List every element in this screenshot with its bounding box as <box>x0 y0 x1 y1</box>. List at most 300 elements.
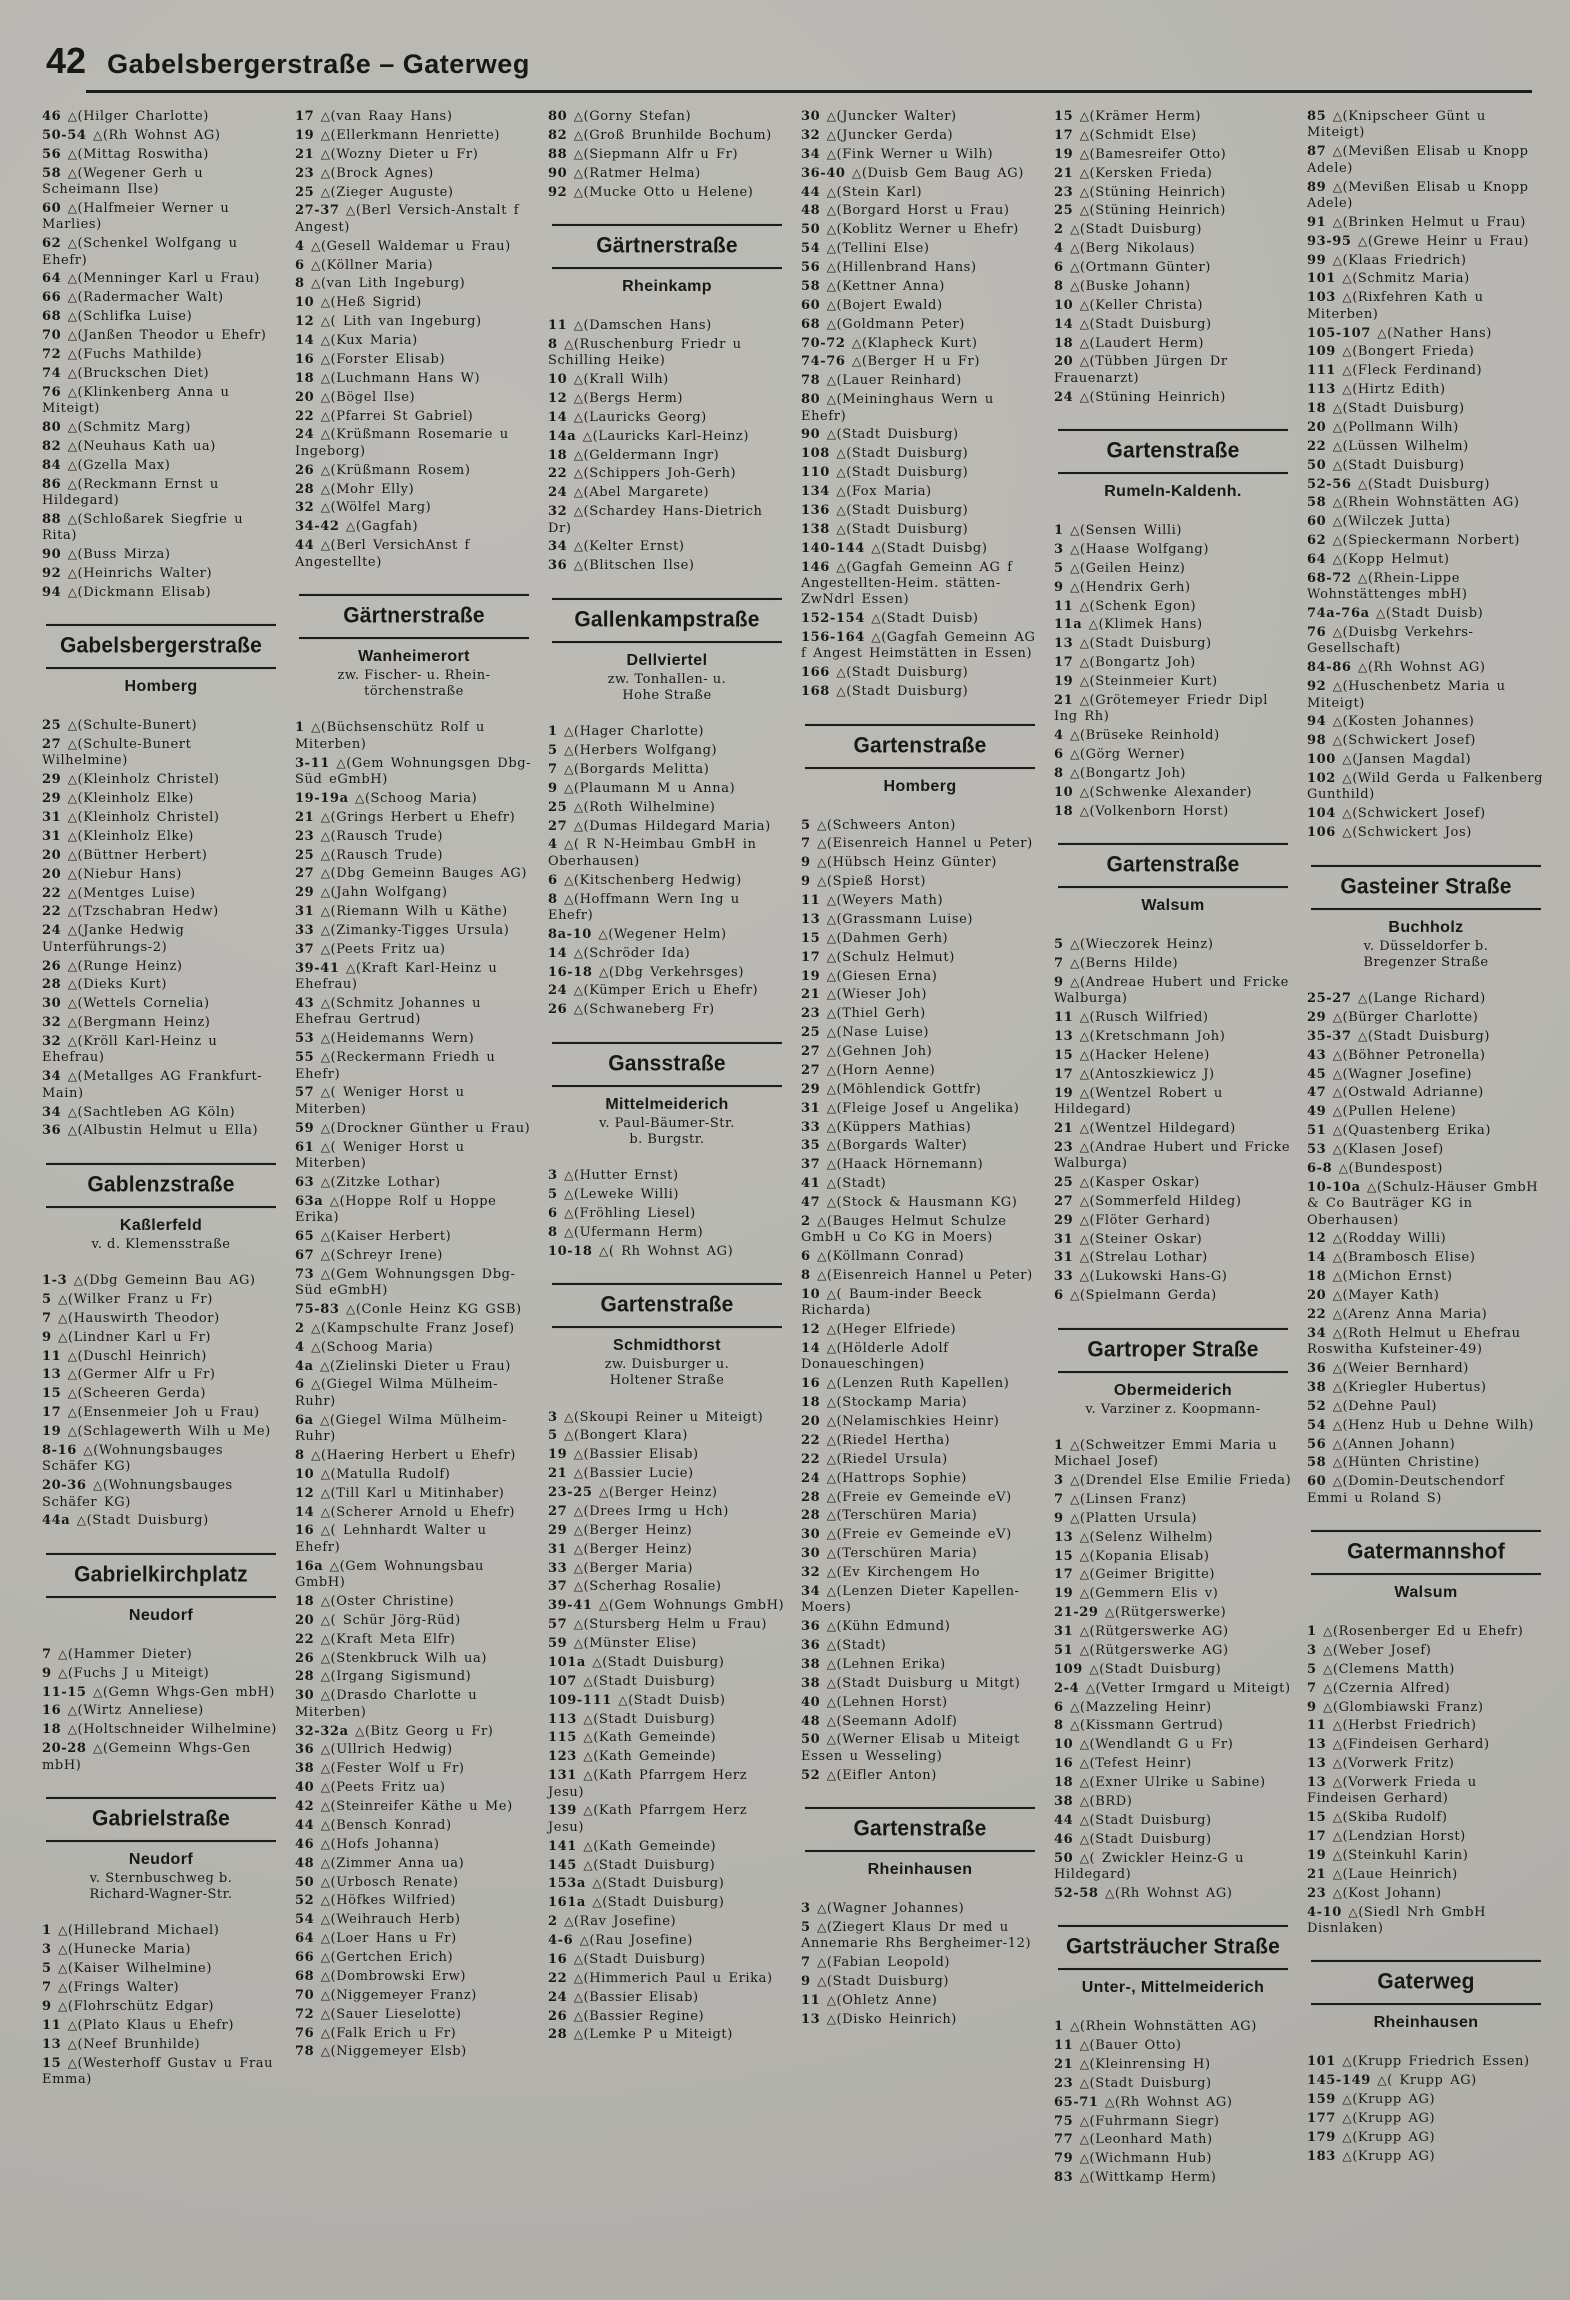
owner-name: (Hendrix Gerh) <box>1079 579 1191 595</box>
owner-name: (Gagfah Gemeinn AG f Angest Heimstätten in Essen) <box>801 630 1036 662</box>
owner-triangle-icon: △ <box>339 203 356 218</box>
house-number: 15 <box>1054 1047 1074 1063</box>
owner-triangle-icon: △ <box>1326 1361 1343 1375</box>
owner-name: (Lukowski Hans-G) <box>1089 1269 1228 1285</box>
house-number: 6 <box>548 1205 558 1221</box>
house-number: 5 <box>548 1428 558 1444</box>
directory-entry <box>801 166 1039 182</box>
page-header <box>0 0 1570 82</box>
house-number: 21 <box>295 809 315 825</box>
directory-entry <box>1307 234 1545 250</box>
house-number: 17 <box>1307 1829 1327 1845</box>
house-number: 22 <box>801 1451 821 1467</box>
directory-entry <box>295 1875 533 1891</box>
owner-triangle-icon: △ <box>820 1992 837 2007</box>
owner-name: (van Lith Ingeburg) <box>320 276 466 292</box>
directory-entry <box>801 392 1039 425</box>
house-number: 52 <box>1307 1398 1327 1414</box>
owner-name: (Stadt Duisburg u Mitgt) <box>836 1675 1021 1691</box>
house-number: 1-3 <box>42 1273 68 1288</box>
owner-triangle-icon: △ <box>1326 1474 1343 1489</box>
owner-triangle-icon: △ <box>1326 109 1343 123</box>
directory-entry <box>548 504 786 537</box>
house-number: 67 <box>295 1247 315 1263</box>
owner-name: (Haase Wolfgang) <box>1079 541 1210 557</box>
street-section-header <box>46 1164 276 1263</box>
owner-triangle-icon: △ <box>1073 1831 1090 1846</box>
directory-entry <box>1307 495 1545 511</box>
owner-name: (Peets Fritz ua) <box>330 1780 446 1796</box>
house-number: 17 <box>1054 127 1074 143</box>
owner-triangle-icon: △ <box>1073 1737 1090 1752</box>
owner-triangle-icon: △ <box>1073 1250 1090 1265</box>
owner-name: (Neef Brunhilde) <box>77 2036 201 2052</box>
owner-triangle-icon: △ <box>314 1874 331 1889</box>
owner-triangle-icon: △ <box>61 1703 78 1718</box>
house-number: 3 <box>1054 541 1064 557</box>
house-number: 32 <box>801 1565 821 1580</box>
owner-triangle-icon: △ <box>1073 803 1090 818</box>
directory-entry <box>801 1176 1039 1192</box>
owner-name: (Damschen Hans) <box>583 317 712 333</box>
house-number: 94 <box>1307 714 1327 730</box>
directory-entry <box>1307 514 1545 530</box>
house-number: 37 <box>295 941 315 957</box>
owner-triangle-icon: △ <box>339 960 356 975</box>
directory-entry <box>801 1546 1039 1562</box>
directory-entry <box>548 1523 786 1539</box>
directory-entry <box>42 1942 280 1958</box>
house-number: 22 <box>42 904 62 920</box>
house-number: 7 <box>801 1955 811 1971</box>
directory-entry <box>1307 215 1545 231</box>
house-number: 1 <box>1054 1437 1064 1453</box>
directory-entry <box>42 1722 280 1738</box>
owner-triangle-icon: △ <box>314 1742 331 1757</box>
directory-entry <box>801 427 1039 443</box>
house-number: 104 <box>1307 806 1336 822</box>
house-number: 33 <box>295 923 315 938</box>
house-number: 10 <box>295 295 315 311</box>
house-number: 113 <box>1307 382 1336 398</box>
owner-triangle-icon: △ <box>1326 457 1343 472</box>
house-number: 31 <box>1054 1231 1074 1247</box>
owner-triangle-icon: △ <box>1335 363 1353 378</box>
owner-triangle-icon: △ <box>61 737 78 751</box>
owner-name: (Rausch Trude) <box>330 828 444 844</box>
owner-triangle-icon: △ <box>1335 290 1353 305</box>
owner-triangle-icon: △ <box>1063 579 1080 594</box>
owner-name: (Stadt Duisburg) <box>1089 2075 1212 2091</box>
owner-name: (Bassier Lucie) <box>583 1466 694 1482</box>
owner-name: (Geimer Brigitte) <box>1089 1567 1216 1583</box>
owner-triangle-icon: △ <box>820 1062 837 1077</box>
owner-name: (Krüßmann Rosemarie u Ingeborg) <box>295 427 509 459</box>
house-number: 159 <box>1307 2092 1336 2108</box>
directory-entry <box>42 2037 280 2053</box>
house-number: 107 <box>548 1673 577 1689</box>
owner-triangle-icon: △ <box>1370 325 1388 340</box>
owner-triangle-icon: △ <box>820 1044 837 1058</box>
owner-triangle-icon: △ <box>304 1339 321 1354</box>
owner-name: (Glombiawski Franz) <box>1332 1699 1484 1715</box>
house-number: 7 <box>548 761 558 777</box>
owner-name: (Spielmann Gerda) <box>1079 1288 1217 1304</box>
owner-name: (Tellini Else) <box>836 241 930 257</box>
owner-triangle-icon: △ <box>1326 514 1343 529</box>
owner-name: (Schmitz Maria) <box>1352 271 1470 287</box>
directory-entry <box>295 1931 533 1947</box>
owner-triangle-icon: △ <box>829 502 847 517</box>
owner-name: (Nather Hans) <box>1387 325 1492 341</box>
directory-entry <box>801 446 1039 462</box>
owner-name: (Groß Brunhilde Bochum) <box>583 127 772 143</box>
house-number: 30 <box>801 109 821 124</box>
directory-entry <box>801 950 1039 966</box>
house-number: 76 <box>295 2025 315 2041</box>
house-number: 68 <box>801 316 821 332</box>
owner-name: (Matulla Rudolf) <box>330 1466 451 1482</box>
owner-name: (Wendlandt G u Fr) <box>1089 1737 1234 1753</box>
house-number: 111 <box>1307 363 1336 379</box>
directory-entry <box>801 1044 1039 1060</box>
house-number: 11 <box>801 893 821 908</box>
directory-entry <box>801 128 1039 144</box>
owner-name: (Eisenreich Hannel u Peter) <box>826 1268 1033 1283</box>
directory-entry <box>1054 1813 1292 1829</box>
house-number: 6a <box>295 1412 314 1428</box>
directory-entry <box>1307 533 1545 549</box>
owner-name: (Giegel Wilma Mülheim-Ruhr) <box>295 1377 499 1409</box>
owner-name: (Pfarrei St Gabriel) <box>330 408 474 424</box>
directory-entry <box>1054 1029 1292 1045</box>
owner-name: (Weyers Math) <box>836 893 944 908</box>
house-number: 57 <box>548 1617 568 1633</box>
owner-name: (Kettner Anna) <box>836 278 945 294</box>
owner-name: (Berns Hilde) <box>1079 955 1179 971</box>
directory-entry <box>1307 1029 1545 1045</box>
owner-name: ( Schür Jörg-Rüd) <box>330 1612 461 1628</box>
owner-name: (Hünten Christine) <box>1342 1455 1480 1471</box>
house-number: 2 <box>801 1213 811 1229</box>
house-number: 74-76 <box>801 354 846 370</box>
house-number: 21 <box>1054 165 1074 181</box>
house-number: 2-4 <box>1054 1680 1080 1696</box>
directory-entry <box>801 1695 1039 1711</box>
street-section-header <box>1311 1961 1541 2044</box>
owner-name: (Dbg Verkehrsges) <box>608 964 744 980</box>
owner-triangle-icon: △ <box>820 930 837 945</box>
house-number: 9 <box>1307 1699 1317 1715</box>
house-number: 25 <box>1054 203 1074 219</box>
owner-name: (van Raay Hans) <box>330 109 453 124</box>
owner-triangle-icon: △ <box>1063 541 1080 556</box>
house-number: 4 <box>1054 728 1064 744</box>
owner-triangle-icon: △ <box>567 1466 584 1481</box>
owner-name: (Heger Elfriede) <box>836 1322 957 1338</box>
owner-name: (Wentzel Hildegard) <box>1089 1120 1236 1136</box>
house-number: 52 <box>801 1767 821 1783</box>
house-number: 7 <box>801 836 811 852</box>
owner-name: (Antoszkiewicz J) <box>1089 1066 1215 1082</box>
owner-triangle-icon: △ <box>820 146 837 161</box>
house-number: 66 <box>295 1950 315 1965</box>
owner-name: (Küppers Mathias) <box>836 1119 972 1135</box>
owner-triangle-icon: △ <box>1063 241 1080 256</box>
owner-triangle-icon: △ <box>1073 1174 1090 1189</box>
owner-name: (Stadt Duisb) <box>1385 606 1484 622</box>
house-number: 70-72 <box>801 335 846 351</box>
owner-name: (BRD) <box>1089 1793 1133 1809</box>
house-number: 101 <box>1307 271 1336 287</box>
owner-name: (Haering Herbert u Ehefr) <box>320 1447 516 1463</box>
house-number: 28 <box>295 1669 315 1685</box>
owner-triangle-icon: △ <box>567 1951 584 1966</box>
house-number: 73 <box>295 1266 315 1282</box>
directory-entry <box>42 1292 280 1308</box>
owner-triangle-icon: △ <box>845 165 862 180</box>
house-number: 9 <box>801 874 811 890</box>
owner-triangle-icon: △ <box>1063 1288 1080 1303</box>
owner-triangle-icon: △ <box>314 1485 331 1500</box>
directory-entry <box>1054 766 1292 782</box>
directory-entry <box>1307 2054 1545 2070</box>
house-number: 6 <box>295 1377 305 1393</box>
owner-name: (Neuhaus Kath ua) <box>77 438 216 454</box>
house-number: 18 <box>1054 803 1074 819</box>
directory-entry <box>801 665 1039 681</box>
owner-name: (Kelter Ernst) <box>583 539 685 555</box>
owner-triangle-icon: △ <box>1335 2054 1353 2069</box>
directory-entry <box>42 1123 280 1139</box>
house-number: 22 <box>548 466 568 482</box>
house-number: 115 <box>548 1730 577 1746</box>
owner-triangle-icon: △ <box>314 941 331 956</box>
owner-triangle-icon: △ <box>567 1617 584 1632</box>
house-number: 65 <box>295 1228 315 1244</box>
owner-name: (Niggemeyer Elsb) <box>330 2044 467 2060</box>
owner-triangle-icon: △ <box>820 297 837 312</box>
house-number: 74 <box>42 365 62 381</box>
owner-triangle-icon: △ <box>1073 1793 1090 1808</box>
owner-triangle-icon: △ <box>829 665 847 680</box>
house-number: 9 <box>42 1329 52 1345</box>
owner-triangle-icon: △ <box>1351 570 1368 585</box>
owner-triangle-icon: △ <box>810 1213 827 1228</box>
directory-entry <box>295 1359 533 1375</box>
owner-triangle-icon: △ <box>820 109 837 123</box>
owner-triangle-icon: △ <box>314 127 331 142</box>
owner-triangle-icon: △ <box>820 1376 837 1391</box>
house-number: 22 <box>1307 438 1327 454</box>
owner-triangle-icon: △ <box>1073 598 1090 613</box>
owner-triangle-icon: △ <box>314 1523 331 1538</box>
owner-name: (Quastenberg Erika) <box>1342 1123 1492 1139</box>
owner-name: (Stein Karl) <box>836 184 923 200</box>
directory-entry <box>295 482 533 498</box>
owner-name: (Kühn Edmund) <box>836 1619 951 1635</box>
owner-triangle-icon: △ <box>1073 784 1090 799</box>
owner-triangle-icon: △ <box>1073 1066 1090 1081</box>
house-number: 48 <box>295 1855 315 1871</box>
owner-triangle-icon: △ <box>314 904 331 919</box>
house-number: 50-54 <box>42 127 87 143</box>
district-name: Walsum <box>1394 1584 1458 1601</box>
owner-name: (Kraft Meta Elfr) <box>330 1631 456 1647</box>
owner-name: (Steiner Oskar) <box>1089 1231 1203 1247</box>
directory-entry <box>1307 571 1545 604</box>
owner-triangle-icon: △ <box>86 1741 103 1756</box>
owner-name: (Geldermann Ingr) <box>583 447 720 463</box>
house-number: 31 <box>548 1541 568 1557</box>
owner-triangle-icon: △ <box>576 1749 594 1764</box>
house-number: 54 <box>1307 1417 1327 1433</box>
house-number: 53 <box>1307 1142 1327 1157</box>
house-number: 6 <box>801 1249 811 1265</box>
owner-name: (Wieczorek Heinz) <box>1079 937 1214 952</box>
owner-triangle-icon: △ <box>1316 1661 1333 1676</box>
directory-entry <box>801 1138 1039 1154</box>
owner-triangle-icon: △ <box>61 1069 78 1084</box>
owner-name: (Sommerfeld Hildeg) <box>1089 1193 1242 1209</box>
house-number: 5 <box>42 1961 52 1977</box>
owner-triangle-icon: △ <box>1326 1829 1343 1844</box>
directory-entry <box>1054 1567 1292 1583</box>
house-number: 19 <box>1054 674 1074 689</box>
owner-name: (Stadt Duisburg) <box>1367 476 1490 492</box>
directory-entry <box>1054 2170 1292 2186</box>
owner-triangle-icon: △ <box>1326 495 1343 510</box>
house-number: 51 <box>1054 1642 1074 1658</box>
house-number: 16 <box>801 1376 821 1392</box>
directory-entry <box>42 2056 280 2089</box>
directory-entry <box>1307 1810 1545 1826</box>
owner-name: (Klinkenberg Anna u Miteigt) <box>42 384 230 416</box>
owner-name: (Lemke P u Miteigt) <box>583 2027 733 2043</box>
owner-triangle-icon: △ <box>61 1424 78 1438</box>
owner-triangle-icon: △ <box>567 1970 584 1985</box>
owner-triangle-icon: △ <box>820 1694 837 1709</box>
house-number: 27 <box>801 1062 821 1078</box>
directory-entry <box>1307 1123 1545 1139</box>
house-number: 7 <box>42 1310 52 1326</box>
house-number: 22 <box>295 408 315 424</box>
owner-triangle-icon: △ <box>1073 692 1090 707</box>
owner-name: (Berl Versich-Anstalt f Angest) <box>295 203 520 235</box>
owner-triangle-icon: △ <box>1098 2094 1115 2109</box>
owner-name: (Himmerich Paul u Erika) <box>583 1970 773 1986</box>
house-number: 39-41 <box>548 1598 593 1614</box>
directory-entry <box>295 1085 533 1118</box>
owner-triangle-icon: △ <box>567 1541 584 1556</box>
owner-name: (Plato Klaus u Ehefr) <box>77 2017 235 2033</box>
house-number: 99 <box>1307 252 1327 268</box>
directory-entry <box>42 791 280 807</box>
owner-name: (Stockamp Maria) <box>836 1395 968 1411</box>
house-number: 23-25 <box>548 1485 593 1500</box>
owner-triangle-icon: △ <box>1326 1325 1343 1340</box>
owner-name: (Wagner Josefine) <box>1342 1066 1473 1082</box>
owner-triangle-icon: △ <box>1063 974 1080 989</box>
directory-entry <box>548 1730 786 1746</box>
owner-name: (Stadt Duisb) <box>628 1692 726 1708</box>
owner-triangle-icon: △ <box>567 2027 584 2042</box>
owner-name: (Stadt Duisburg) <box>593 1711 716 1727</box>
house-number: 23 <box>1054 1139 1074 1155</box>
house-number: 44 <box>295 538 315 554</box>
directory-entry <box>801 147 1039 163</box>
house-number: 5 <box>1054 937 1064 952</box>
directory-entry <box>1054 937 1292 953</box>
owner-name: (Juncker Walter) <box>836 109 957 124</box>
directory-entry <box>295 1651 533 1667</box>
owner-triangle-icon: △ <box>1098 1605 1115 1620</box>
owner-name: (Kux Maria) <box>330 333 418 348</box>
owner-name: (Rodday Willi) <box>1342 1231 1447 1247</box>
owner-name: (Niebur Hans) <box>77 866 182 882</box>
house-number: 14 <box>548 945 568 961</box>
directory-entry <box>548 1803 786 1836</box>
directory-entry <box>801 1714 1039 1730</box>
directory-entry <box>1054 1886 1292 1902</box>
house-number: 58 <box>801 278 821 294</box>
house-number: 15 <box>1307 1810 1327 1826</box>
owner-triangle-icon: △ <box>314 1612 331 1627</box>
directory-entry <box>1054 1586 1292 1602</box>
owner-triangle-icon: △ <box>1073 1775 1090 1789</box>
location-note: v. Düsseldorfer b. <box>1363 938 1489 954</box>
owner-name: (Schippers Joh-Gerh) <box>583 466 737 482</box>
owner-triangle-icon: △ <box>810 836 827 851</box>
owner-name: (Ufermann Herm) <box>573 1224 704 1240</box>
owner-name: (Rh Wohnst AG) <box>1367 660 1486 676</box>
owner-triangle-icon: △ <box>820 1508 837 1523</box>
directory-entry <box>42 128 280 144</box>
owner-triangle-icon: △ <box>1063 278 1080 293</box>
owner-triangle-icon: △ <box>1326 1885 1343 1900</box>
house-number: 23 <box>295 828 315 844</box>
directory-entry <box>801 1341 1039 1374</box>
house-number: 13 <box>42 1367 62 1383</box>
street-section-header <box>552 225 782 308</box>
house-number: 54 <box>801 241 821 257</box>
house-number: 101 <box>1307 2054 1336 2070</box>
owner-name: (Stadt Duisburg) <box>1099 1661 1222 1677</box>
house-number: 46 <box>1054 1831 1074 1847</box>
owner-triangle-icon: △ <box>567 127 584 142</box>
owner-triangle-icon: △ <box>61 1034 78 1048</box>
directory-entry <box>1307 290 1545 323</box>
column-4 <box>801 109 1039 2031</box>
owner-triangle-icon: △ <box>1326 1756 1343 1771</box>
page-title: Gabelsbergerstraße – Gaterweg <box>107 49 530 79</box>
directory-entry <box>295 1229 533 1245</box>
owner-name: ( Lehnhardt Walter u Ehefr) <box>295 1523 487 1555</box>
owner-name: (Münster Elise) <box>583 1636 697 1651</box>
house-number: 32 <box>801 127 821 143</box>
owner-name: (Höfkes Wilfried) <box>330 1893 456 1909</box>
owner-name: (Weber Josef) <box>1332 1642 1432 1658</box>
directory-entry <box>548 800 786 816</box>
district-name: Neudorf <box>128 1606 194 1624</box>
owner-triangle-icon: △ <box>1326 401 1343 415</box>
owner-name: (Brock Agnes) <box>330 165 434 181</box>
owner-triangle-icon: △ <box>1326 1123 1343 1138</box>
owner-name: (Arenz Anna Maria) <box>1342 1306 1488 1322</box>
house-number: 4 <box>1054 241 1064 257</box>
directory-entry <box>548 1858 786 1874</box>
owner-name: (Stadt Duisb) <box>881 611 979 627</box>
